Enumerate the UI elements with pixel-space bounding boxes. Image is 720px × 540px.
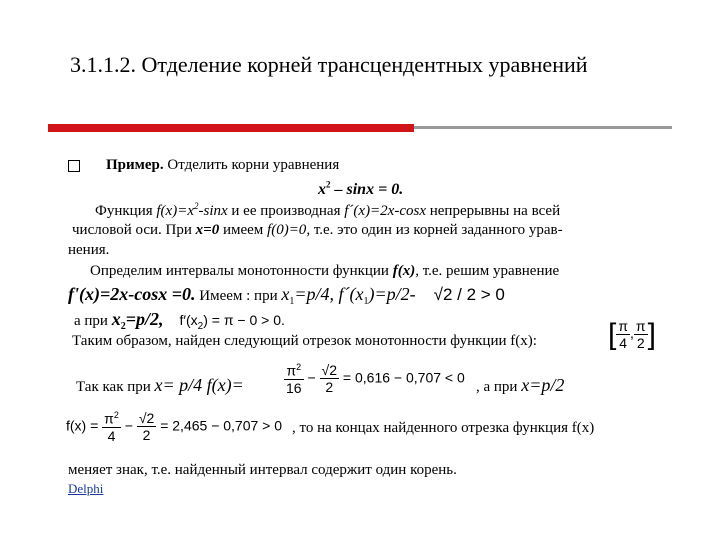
page-title: 3.1.1.2. Отделение корней трансцендентных уравнений (70, 52, 588, 77)
title-underline-gray (414, 126, 672, 129)
f-at-pi-over-4-formula: $\frac{\pi^2}{16}$ − $\frac{√2}{2}$ = 0,616 − 0,707 < 0 (286, 362, 465, 396)
para1-line3: нения. (68, 242, 110, 258)
para3-line1-tail: , а при x=р/2 (476, 375, 565, 395)
delphi-link[interactable]: Delphi (68, 481, 104, 496)
example-equation (318, 180, 403, 199)
para1-line1: Функция $f(x)=x^2$-sinx и ее производная f´(x)=2x-cosx непрерывны на всей (95, 201, 561, 219)
para2-line1: Определим интервалы монотонности функции f(x), т.е. решим уравнение (90, 263, 560, 279)
para1-line2: числовой оси. При x=0 имеем f(0)=0, т.е. это один из корней заданного урав- (72, 222, 563, 238)
monotonic-interval-formula: [ $\frac{\pi}{4}$ , $\frac{\pi}{2}$ ] (608, 317, 656, 351)
eq-rhs: – sinx = 0. (330, 181, 404, 199)
para3-line3: меняет знак, т.е. найденный интервал содержит один корень. (68, 462, 457, 478)
derivative-at-x2-formula: $f'(x_2) = \pi - 0 > 0$. (179, 312, 285, 332)
eq-lhs: x (318, 181, 326, 199)
para3-line1: Так как при x= р/4 f(x)= (76, 375, 244, 395)
para2-line3: а при $x_2=р/2$, $f'(x_2) = \pi - 0 > 0$. (74, 309, 285, 333)
derivative-check-formula: √2 / 2 > 0 (433, 285, 505, 304)
para2-line4: Таким образом, найден следующий отрезок монотонности функции f(x): (72, 333, 537, 349)
title-underline-red (48, 124, 414, 132)
example-text: Отделить корни уравнения (163, 157, 340, 173)
square-bullet-icon (68, 160, 80, 172)
example-line (106, 157, 339, 174)
eq-exp: 2 (326, 180, 331, 190)
f-at-pi-over-2-formula: f(x) = $\frac{\pi^2}{4}$ − $\frac{√2}{2}$ = 2,465 − 0,707 > 0 (66, 410, 283, 444)
para2-line2: f'(x)=2x-cosx =0. Имеем : при $x_1=р/4$, $f´(x_1)=р/2-$ √2 / 2 > 0 (68, 284, 505, 308)
example-label: Пример. (106, 157, 164, 173)
para3-line2: , то на концах найденного отрезка функция f(x) (292, 420, 595, 436)
